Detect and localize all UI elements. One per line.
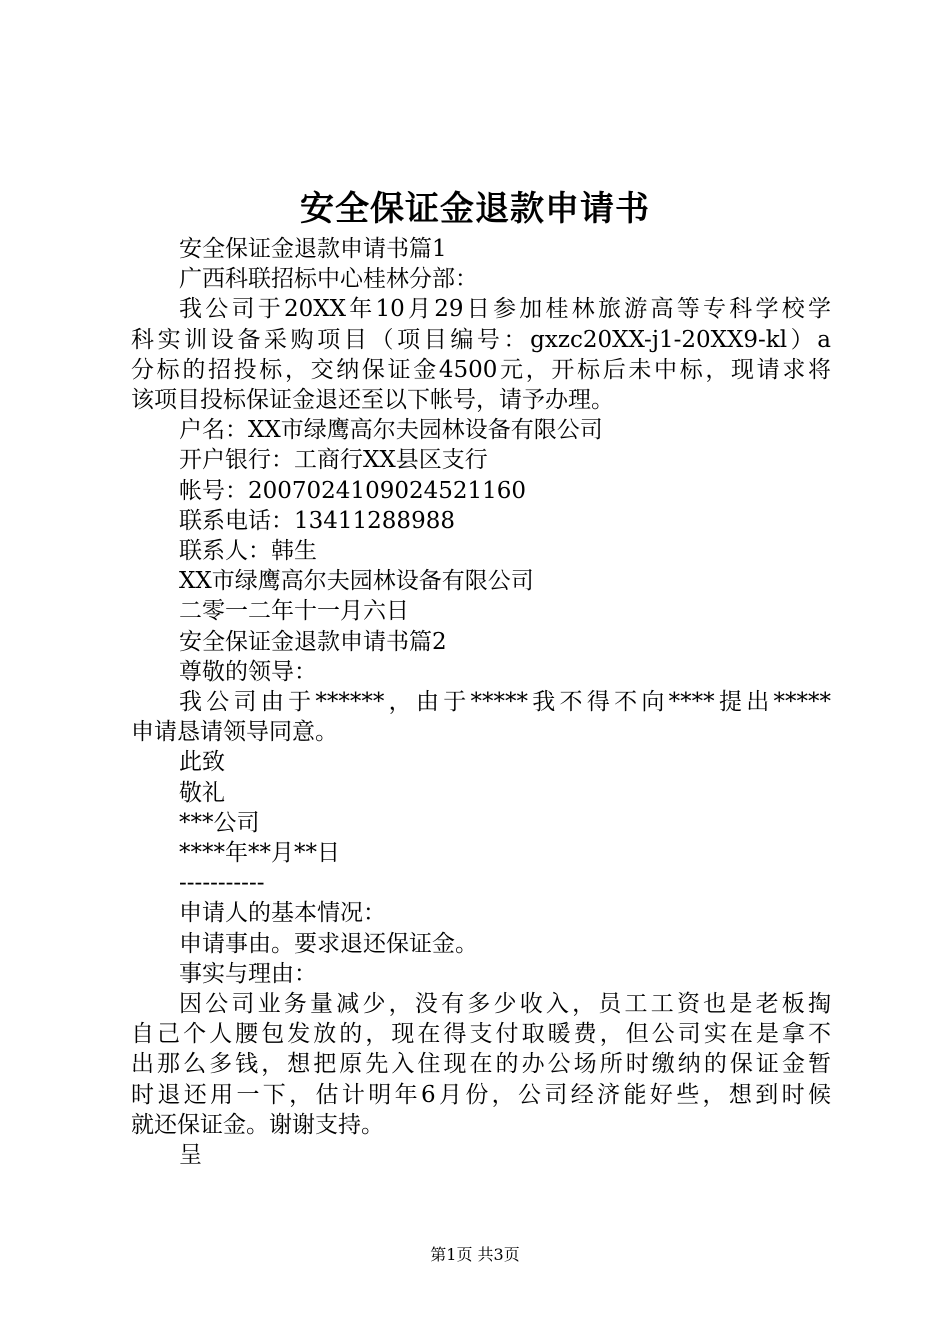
regards-line: 敬礼: [179, 779, 225, 806]
date-placeholder: ****年**月**日: [179, 840, 340, 867]
account-name-line: 户名：XX市绿鹰高尔夫园林设备有限公司: [179, 417, 603, 444]
recipient-line: 广西科联招标中心桂林分部：: [179, 266, 478, 293]
paragraph-line: 自己个人腰包发放的，现在得支付取暖费，但公司实在是拿不: [131, 1021, 831, 1048]
paragraph-application: [131, 687, 831, 747]
paragraph-line: 就还保证金。谢谢支持。: [131, 1111, 384, 1138]
page-footer: 第1页 共3页: [430, 1245, 520, 1264]
company-signature: XX市绿鹰高尔夫园林设备有限公司: [179, 568, 534, 595]
facts-heading: 事实与理由：: [179, 960, 317, 987]
company-placeholder: ***公司: [179, 809, 260, 836]
paragraph-line: 分标的招投标，交纳保证金4500元，开标后未中标，现请求将: [131, 356, 831, 383]
paragraph-line: 时退还用一下，估计明年6月份，公司经济能好些，想到时候: [131, 1081, 831, 1108]
date-line: 二零一二年十一月六日: [179, 598, 409, 625]
phone-line: 联系电话：13411288988: [179, 507, 455, 534]
account-number-line: 帐号：2007024109024521160: [179, 477, 527, 504]
paragraph-line: 因公司业务量减少，没有多少收入，员工工资也是老板掏: [179, 991, 831, 1018]
paragraph-line: 科实训设备采购项目（项目编号：gxzc20XX-j1-20XX9-kl）a: [131, 326, 831, 353]
contact-line: 联系人：韩生: [179, 538, 317, 565]
paragraph-line: 我公司于20XX年10月29日参加桂林旅游高等专科学校学: [179, 296, 831, 323]
paragraph-line: 该项目投标保证金退还至以下帐号，请予办理。: [131, 387, 614, 414]
separator-line: -----------: [179, 870, 265, 897]
closing-line: 此致: [179, 749, 225, 776]
document-body: [131, 234, 831, 1170]
applicant-info-line: 申请人的基本情况：: [179, 900, 386, 927]
salutation-line: 尊敬的领导：: [179, 658, 317, 685]
paragraph-line: 我公司由于******，由于*****我不得不向****提出*****: [179, 689, 831, 716]
paragraph-refund-request: [131, 294, 831, 415]
document-title: 安全保证金退款申请书: [300, 189, 650, 229]
paragraph-line: 出那么多钱，想把原先入住现在的办公场所时缴纳的保证金暂: [131, 1051, 831, 1078]
paragraph-line: 申请恳请领导同意。: [131, 719, 338, 746]
submit-line: 呈: [179, 1142, 202, 1169]
section-heading-1: 安全保证金退款申请书篇1: [179, 236, 447, 262]
paragraph-facts: [131, 989, 831, 1140]
section-heading-2: 安全保证金退款申请书篇2: [179, 628, 447, 655]
reason-line: 申请事由。要求退还保证金。: [179, 930, 478, 957]
bank-line: 开户银行：工商行XX县区支行: [179, 447, 488, 474]
